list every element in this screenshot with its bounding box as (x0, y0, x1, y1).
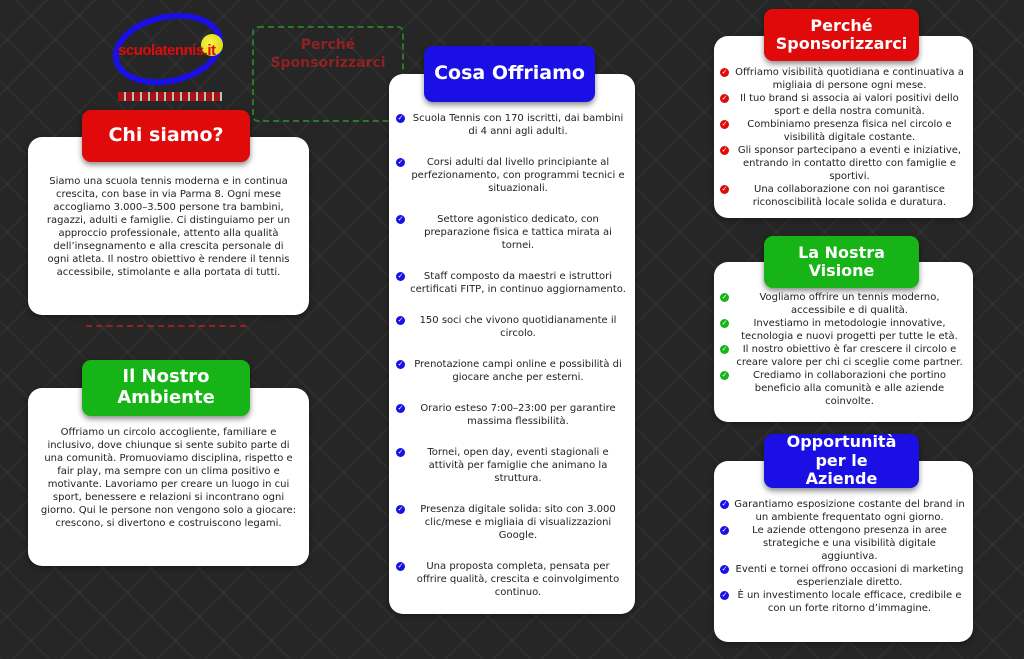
visione-title: La Nostra Visione (764, 236, 919, 288)
visione-item (720, 317, 967, 343)
offriamo-item (396, 503, 628, 542)
ghost-line-artifact (86, 315, 246, 327)
checkmark-icon: ✓ (721, 319, 728, 327)
checkmark-icon: ✓ (721, 120, 728, 128)
checkmark-icon: ✓ (397, 505, 404, 513)
ambiente-text: Offriamo un circolo accogliente, familiare e inclusivo, dove chiunque si sente subito parte di una comunità. Promuoviamo disciplina, rispetto e fair play, ma sempre con un clima positivo e motivante. Lavoriamo per creare un luogo in cui sport, benessere e relazioni si incontrano ogni giorno. Qui le persone non vengono solo a giocare: crescono, si divertono e costruiscono legami. (40, 427, 297, 529)
checkmark-icon: ✓ (721, 94, 728, 102)
offriamo-item-text: Una proposta completa, pensata per offrire qualità, crescita e coinvolgimento continuo. (416, 561, 620, 598)
opportunita-item (720, 589, 967, 615)
offriamo-item-text: 150 soci che vivono quotidianamente il circolo. (419, 315, 617, 339)
checkmark-icon: ✓ (721, 146, 728, 154)
sponsor-item (720, 92, 967, 118)
checkmark-icon: ✓ (721, 565, 728, 573)
offriamo-list (396, 112, 628, 617)
offriamo-item (396, 213, 628, 252)
logo-underline (118, 92, 222, 101)
offriamo-item-text: Orario esteso 7:00–23:00 per garantire massima flessibilità. (420, 403, 616, 427)
sponsor-item (720, 118, 967, 144)
logo-text: scuolatennis.it (118, 42, 216, 59)
offriamo-item (396, 156, 628, 195)
checkmark-icon: ✓ (397, 316, 404, 324)
visione-item (720, 291, 967, 317)
offriamo-item-text: Prenotazione campi online e possibilità di giocare anche per esterni. (414, 359, 622, 383)
checkmark-icon: ✓ (721, 500, 728, 508)
checkmark-icon: ✓ (721, 345, 728, 353)
checkmark-icon: ✓ (397, 158, 404, 166)
checkmark-icon: ✓ (721, 371, 728, 379)
checkmark-icon: ✓ (397, 562, 404, 570)
opportunita-title: Opportunità per le Aziende (764, 434, 919, 488)
visione-item-text: Investiamo in metodologie innovative, tecnologia e nuovi progetti per tutte le età. (741, 318, 958, 342)
chi-siamo-title: Chi siamo? (82, 110, 250, 162)
checkmark-icon: ✓ (721, 185, 728, 193)
opportunita-item-text: È un investimento locale efficace, credibile e con un forte ritorno d’immagine. (737, 590, 962, 614)
chi-siamo-card (28, 137, 309, 315)
visione-list (720, 291, 967, 408)
opportunita-item-text: Garantiamo esposizione costante del brand in un ambiente frequentato ogni giorno. (734, 499, 965, 523)
opportunita-item (720, 563, 967, 589)
visione-item-text: Crediamo in collaborazioni che portino beneficio alla comunità e alle aziende coinvolte. (753, 370, 946, 407)
opportunita-item-text: Le aziende ottengono presenza in aree strategiche e una visibilità digitale aggiuntiva. (752, 525, 947, 562)
offriamo-item (396, 270, 628, 296)
opportunita-item-text: Eventi e tornei offrono occasioni di marketing esperienziale diretto. (735, 564, 964, 588)
checkmark-icon: ✓ (397, 360, 404, 368)
visione-item (720, 369, 967, 408)
sponsor-item-text: Il tuo brand si associa ai valori positivi dello sport e della nostra comunità. (740, 93, 959, 117)
checkmark-icon: ✓ (397, 215, 404, 223)
ghost-title-artifact: Perché Sponsorizzarci (252, 26, 404, 122)
sponsor-list (720, 66, 967, 209)
checkmark-icon: ✓ (397, 114, 404, 122)
checkmark-icon: ✓ (721, 68, 728, 76)
visione-item-text: Il nostro obiettivo è far crescere il circolo e creare valore per chi ci sceglie come partner. (736, 344, 963, 368)
offriamo-item-text: Scuola Tennis con 170 iscritti, dai bambini di 4 anni agli adulti. (412, 113, 624, 137)
offriamo-item-text: Staff composto da maestri e istruttori certificati FITP, in continuo aggiornamento. (410, 271, 626, 295)
offriamo-item (396, 446, 628, 485)
checkmark-icon: ✓ (721, 526, 728, 534)
visione-item (720, 343, 967, 369)
offriamo-card (389, 74, 635, 614)
sponsor-item-text: Una collaborazione con noi garantisce riconoscibilità locale solida e duratura. (752, 184, 947, 208)
offriamo-item (396, 112, 628, 138)
sponsor-item-text: Gli sponsor partecipano a eventi e iniziative, entrando in contatto diretto con famiglie e sportivi. (737, 145, 962, 182)
offriamo-item (396, 560, 628, 599)
chi-siamo-text: Siamo una scuola tennis moderna e in continua crescita, con base in via Parma 8. Ogni mese accogliamo 3.000–3.500 persone tra bambini, ragazzi, adulti e famiglie. Ci distinguiamo per un approccio professionale, attento alla qualità dell’insegnamento e alla crescita personale di ogni atleta. Il nostro obiettivo è rendere il tennis accessibile, stimolante e alla portata di tutti. (46, 176, 291, 278)
offriamo-item-text: Corsi adulti dal livello principiante al perfezionamento, con programmi tecnici e situazionali. (411, 157, 625, 194)
checkmark-icon: ✓ (721, 591, 728, 599)
checkmark-icon: ✓ (397, 404, 404, 412)
opportunita-item (720, 498, 967, 524)
offriamo-item (396, 402, 628, 428)
offriamo-item (396, 358, 628, 384)
offriamo-item-text: Presenza digitale solida: sito con 3.000 clic/mese e migliaia di visualizzazioni Google. (420, 504, 616, 541)
sponsor-item-text: Offriamo visibilità quotidiana e continuativa a migliaia di persone ogni mese. (735, 67, 964, 91)
offriamo-item (396, 314, 628, 340)
checkmark-icon: ✓ (397, 272, 404, 280)
offriamo-item-text: Tornei, open day, eventi stagionali e attività per famiglie che animano la struttura. (427, 447, 609, 484)
sponsor-item (720, 144, 967, 183)
sponsor-card (714, 36, 973, 218)
visione-item-text: Vogliamo offrire un tennis moderno, accessibile e di qualità. (759, 292, 940, 316)
offriamo-title: Cosa Offriamo (424, 46, 595, 102)
offriamo-item-text: Settore agonistico dedicato, con preparazione fisica e tattica mirata ai tornei. (424, 214, 612, 251)
sponsor-item (720, 183, 967, 209)
opportunita-item (720, 524, 967, 563)
checkmark-icon: ✓ (397, 448, 404, 456)
opportunita-list (720, 498, 967, 615)
sponsor-title: Perché Sponsorizzarci (764, 9, 919, 61)
sponsor-item-text: Combiniamo presenza fisica nel circolo e visibilità digitale costante. (747, 119, 952, 143)
checkmark-icon: ✓ (721, 293, 728, 301)
ambiente-title: Il Nostro Ambiente (82, 360, 250, 416)
sponsor-item (720, 66, 967, 92)
